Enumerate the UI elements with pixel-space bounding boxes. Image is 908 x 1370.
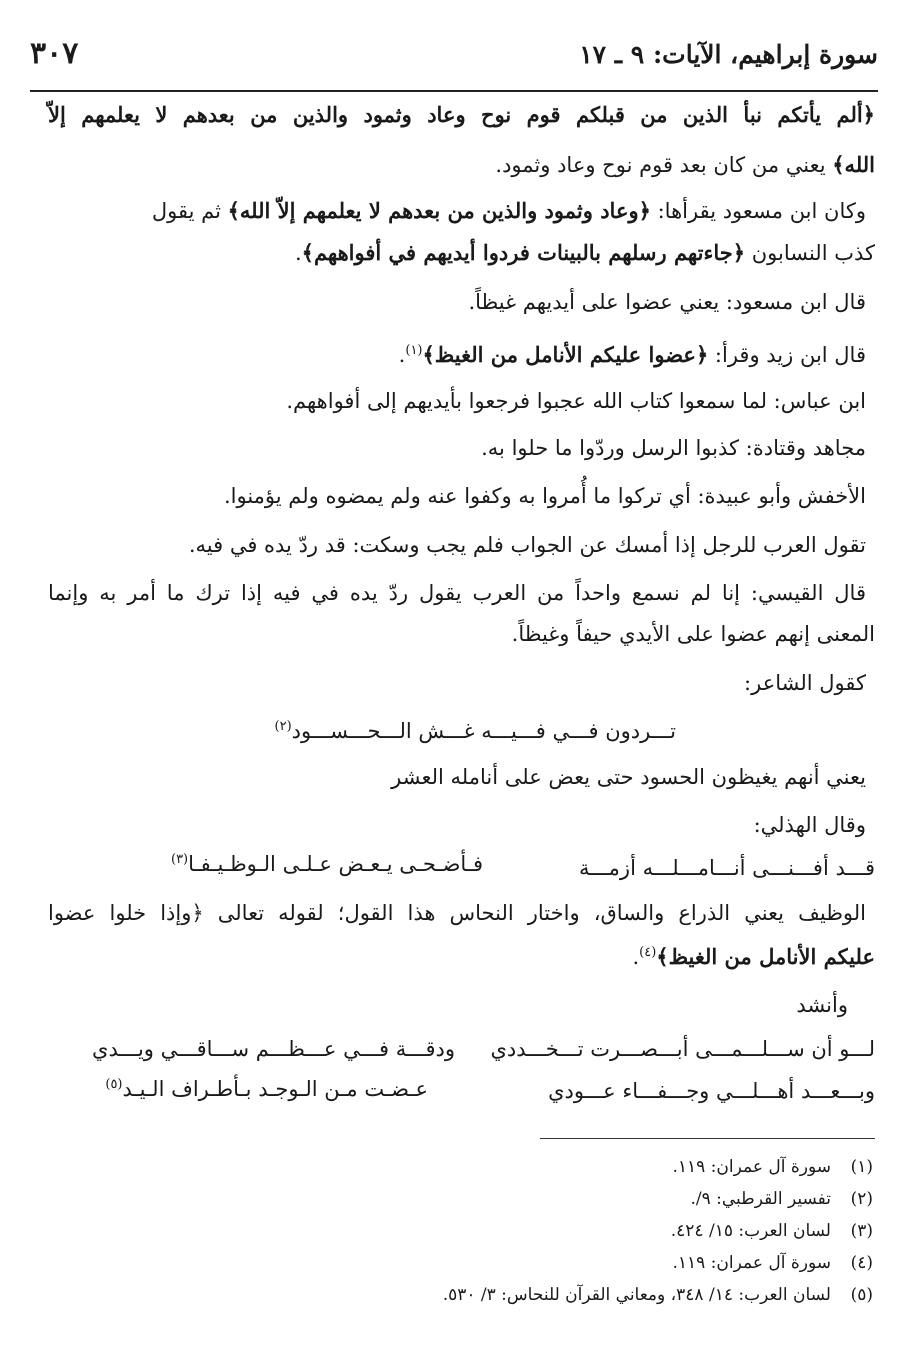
text-line-16: وقال الهذلي: — [753, 813, 866, 837]
header-rule — [30, 90, 878, 92]
footnote-ref-4: (٤) — [639, 945, 657, 960]
text-line-1: ﴿ألم يأتكم نبأ الذين من قبلكم قوم نوح وعاد وثمود والذين من بعدهم لا يعلمهم إلاّ — [48, 102, 875, 127]
text-line-18: عليكم الأنامل من الغيظ﴾$^{(٤)}$. — [632, 944, 875, 969]
text-line-19: وأنشد — [796, 993, 848, 1017]
couplet-3-left: عـضـت مـن الـوجـد بـأطـراف الـيـد$^{(٥)}$ — [105, 1077, 428, 1101]
text-line-2: الله﴾ يعني من كان بعد قوم نوح وعاد وثمود. — [495, 152, 875, 177]
footnote-1: (١)سورة آل عمران: ١١٩. — [672, 1157, 873, 1177]
couplet-1-left: فـأضـحـى يـعـض عـلـى الـوظـيـفـا$^{(٣)}$ — [170, 852, 483, 876]
running-header-title: سورة إبراهيم، الآيات: ٩ ـ ١٧ — [579, 40, 878, 69]
text-line-17: الوظيف يعني الذراع والساق، واختار النحاس هذا القول؛ لقوله تعالى ﴿وإذا خلوا عضوا — [48, 901, 866, 925]
couplet-1-right: قـــد أفـــنـــى أنـــامـــلـــه أزمـــة — [578, 856, 875, 880]
couplet-2-left: ودقـــة فـــي عـــظـــم ســـاقـــي ويـــدي — [92, 1037, 455, 1061]
footnote-ref-3: (٣) — [170, 852, 189, 867]
text-line-6: قال ابن زيد وقرأ: ﴿عضوا عليكم الأنامل من الغيظ﴾$^{(١)}$. — [398, 342, 866, 367]
couplet-3-right: وبـــعـــد أهـــلـــي وجـــفـــاء عـــودي — [548, 1079, 875, 1103]
text-line-4: كذب النسابون ﴿جاءتهم رسلهم بالبينات فردوا أيديهم في أفواههم﴾. — [294, 240, 875, 265]
footnote-2: (٢)تفسير القرطبي: ٩/. — [690, 1189, 873, 1209]
footnote-4: (٤)سورة آل عمران: ١١٩. — [672, 1253, 873, 1273]
text-line-5: قال ابن مسعود: يعني عضوا على أيديهم غيظاً. — [468, 290, 866, 314]
text-line-8: مجاهد وقتادة: كذبوا الرسل وردّوا ما حلوا به. — [481, 436, 866, 460]
verse-line-1: تـــردون فـــي فـــيـــه غـــش الـــحـــســـود$^{(٢)}$ — [274, 719, 676, 743]
couplet-2-right: لـــو أن ســـلـــمـــى أبـــصـــرت تـــخـــددي — [490, 1037, 875, 1061]
footnote-ref-5: (٥) — [105, 1077, 123, 1092]
text-line-13: كقول الشاعر: — [744, 671, 866, 695]
text-line-12: المعنى إنهم عضوا على الأيدي حيفاً وغيظاً. — [511, 622, 875, 646]
text-line-7: ابن عباس: لما سمعوا كتاب الله عجبوا فرجعوا بأيديهم إلى أفواههم. — [286, 389, 866, 413]
text-line-15: يعني أنهم يغيظون الحسود حتى يعض على أنامله العشر — [391, 765, 866, 789]
text-line-10: تقول العرب للرجل إذا أمسك عن الجواب فلم يجب وسكت: قد ردّ يده في فيه. — [188, 533, 866, 557]
footnote-ref-2: (٢) — [274, 719, 292, 734]
page-number: ٣٠٧ — [30, 36, 79, 71]
text-line-9: الأخفش وأبو عبيدة: أي تركوا ما أُمروا به وكفوا عنه ولم يمضوه ولم يؤمنوا. — [223, 484, 866, 508]
text-line-3: وكان ابن مسعود يقرأها: ﴿وعاد وثمود والذين من بعدهم لا يعلمهم إلاّ الله﴾ ثم يقول — [151, 198, 866, 223]
text-line-11: قال القيسي: إنا لم نسمع واحداً من العرب يقول ردّ يده في فيه إذا ترك ما أمر به وإنما — [48, 581, 866, 605]
footnote-rule — [540, 1138, 875, 1139]
footnote-3: (٣)لسان العرب: ١٥/ ٤٢٤. — [670, 1221, 873, 1241]
footnote-ref-1: (١) — [405, 343, 423, 358]
footnote-5: (٥)لسان العرب: ١٤/ ٣٤٨، ومعاني القرآن للنحاس: ٣/ ٥٣٠. — [442, 1285, 873, 1305]
